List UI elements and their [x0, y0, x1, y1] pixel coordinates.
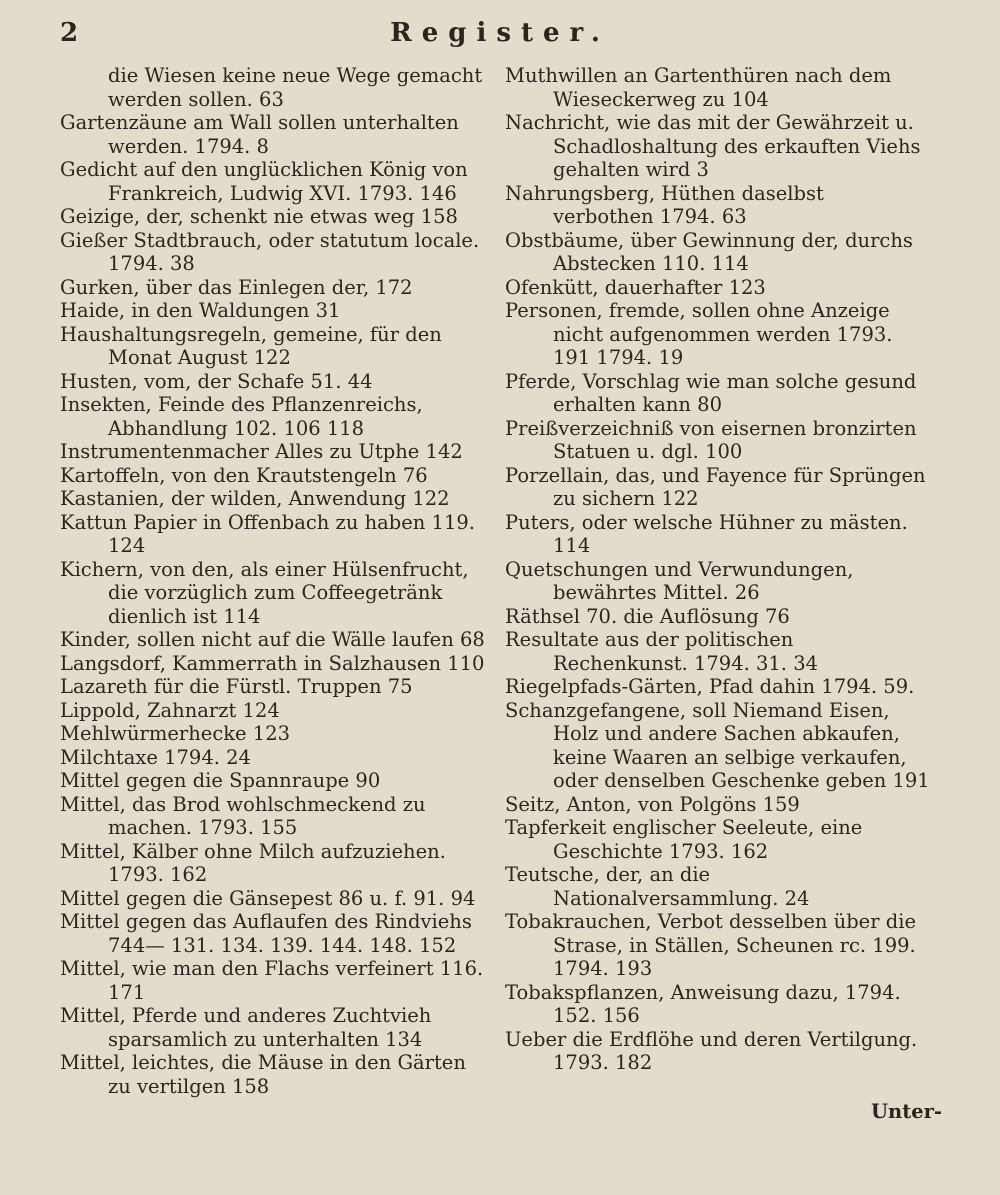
- index-entry: Lazareth für die Fürstl. Truppen 75: [60, 675, 413, 698]
- index-entry: Quetschungen und Verwundungen, bewährtes Mittel. 26: [505, 557, 854, 604]
- index-entry: Mittel, leichtes, die Mäuse in den Gärten zu vertilgen 158: [60, 1051, 466, 1098]
- index-entry: die Wiesen keine neue Wege gemacht werden sollen. 63: [108, 64, 483, 111]
- index-entry: Seitz, Anton, von Polgöns 159: [505, 792, 800, 816]
- index-entry: Gurken, über das Einlegen der, 172: [60, 275, 413, 299]
- index-entry: Nahrungsberg, Hüthen daselbst verbothen 1794. 63: [505, 181, 824, 228]
- index-entry: Haushaltungsregeln, gemeine, für den Monat August 122: [60, 322, 442, 369]
- index-entry: Tapferkeit englischer Seeleute, eine Geschichte 1793. 162: [505, 816, 863, 863]
- index-entry: Geizige, der, schenkt nie etwas weg 158: [60, 205, 458, 228]
- catchword: Unter-: [871, 1100, 942, 1123]
- index-entry: Langsdorf, Kammerrath in Salzhausen 110: [60, 651, 485, 675]
- index-entry: Pferde, Vorschlag wie man solche gesund erhalten kann 80: [505, 369, 917, 416]
- index-entry: Mittel, wie man den Flachs verfeinert 116. 171: [60, 957, 484, 1004]
- running-head-title: Register.: [390, 18, 610, 48]
- index-entry: Mittel gegen die Gänsepest 86 u. f. 91. 94: [60, 886, 476, 910]
- index-entry: Resultate aus der politischen Rechenkunst. 1794. 31. 34: [505, 628, 819, 675]
- index-entry: Kastanien, der wilden, Anwendung 122: [60, 487, 450, 510]
- index-entry: Teutsche, der, an die Nationalversammlung. 24: [505, 863, 810, 910]
- index-entry: Räthsel 70. die Auflösung 76: [505, 604, 790, 628]
- index-entry: Obstbäume, über Gewinnung der, durchs Abstecken 110. 114: [505, 228, 913, 275]
- index-entry: Kinder, sollen nicht auf die Wälle laufen 68: [60, 628, 485, 651]
- index-entry: Tobakrauchen, Verbot desselben über die Strase, in Ställen, Scheunen rc. 199. 1794. 193: [505, 910, 917, 980]
- page-number: 2: [60, 18, 79, 48]
- index-entry: Mittel gegen die Spannraupe 90: [60, 769, 381, 792]
- index-entry: Haide, in den Waldungen 31: [60, 299, 341, 322]
- index-entry: Instrumentenmacher Alles zu Utphe 142: [60, 440, 463, 463]
- index-entry: Schanzgefangene, soll Niemand Eisen, Holz und andere Sachen abkaufen, keine Waaren an selbige verkaufen, oder denselben Geschenke geben 191: [505, 698, 930, 792]
- index-entry: Porzellain, das, und Fayence für Sprüngen zu sichern 122: [505, 463, 926, 510]
- index-entry: Nachricht, wie das mit der Gewährzeit u. Schadloshaltung des erkauften Viehs gehalten wird 3: [505, 111, 921, 181]
- index-entry: Mittel gegen das Auflaufen des Rindviehs 744— 131. 134. 139. 144. 148. 152: [60, 910, 472, 957]
- index-entry: Preißverzeichniß von eisernen bronzirten Statuen u. dgl. 100: [505, 416, 917, 463]
- index-entry: Insekten, Feinde des Pflanzenreichs, Abhandlung 102. 106 118: [60, 393, 423, 440]
- index-entry: Milchtaxe 1794. 24: [60, 745, 251, 769]
- index-entry: Mittel, Pferde und anderes Zuchtvieh sparsamlich zu unterhalten 134: [60, 1004, 432, 1051]
- index-entry: Gartenzäune am Wall sollen unterhalten werden. 1794. 8: [60, 111, 459, 158]
- index-entry: Ofenkütt, dauerhafter 123: [505, 275, 766, 299]
- left-index-column: [60, 64, 485, 1098]
- index-entry: Kichern, von den, als einer Hülsenfrucht, die vorzüglich zum Coffeegetränk dienlich ist 114: [60, 557, 469, 628]
- index-entry: Kattun Papier in Offenbach zu haben 119. 124: [60, 510, 475, 557]
- index-entry: Mittel, Kälber ohne Milch aufzuziehen. 1793. 162: [60, 839, 446, 886]
- index-entry: Mehlwürmerhecke 123: [60, 722, 291, 745]
- index-entry: Riegelpfads-Gärten, Pfad dahin 1794. 59.: [505, 675, 915, 698]
- index-entry: Gießer Stadtbrauch, oder statutum locale. 1794. 38: [60, 228, 480, 275]
- index-entry: Tobakspflanzen, Anweisung dazu, 1794. 152. 156: [505, 980, 901, 1027]
- index-entry: Puters, oder welsche Hühner zu mästen. 114: [505, 510, 908, 557]
- right-index-column: [505, 64, 930, 1075]
- index-entry: Kartoffeln, von den Krautstengeln 76: [60, 463, 428, 487]
- index-entry: Gedicht auf den unglücklichen König von Frankreich, Ludwig XVI. 1793. 146: [60, 158, 468, 205]
- index-entry: Personen, fremde, sollen ohne Anzeige nicht aufgenommen werden 1793. 191 1794. 19: [505, 299, 893, 369]
- index-entry: Lippold, Zahnarzt 124: [60, 698, 280, 722]
- index-entry: Mittel, das Brod wohlschmeckend zu machen. 1793. 155: [60, 792, 426, 839]
- index-entry: Muthwillen an Gartenthüren nach dem Wieseckerweg zu 104: [505, 64, 892, 111]
- index-entry: Husten, vom, der Schafe 51. 44: [60, 369, 373, 393]
- index-entry: Ueber die Erdflöhe und deren Vertilgung. 1793. 182: [505, 1027, 918, 1074]
